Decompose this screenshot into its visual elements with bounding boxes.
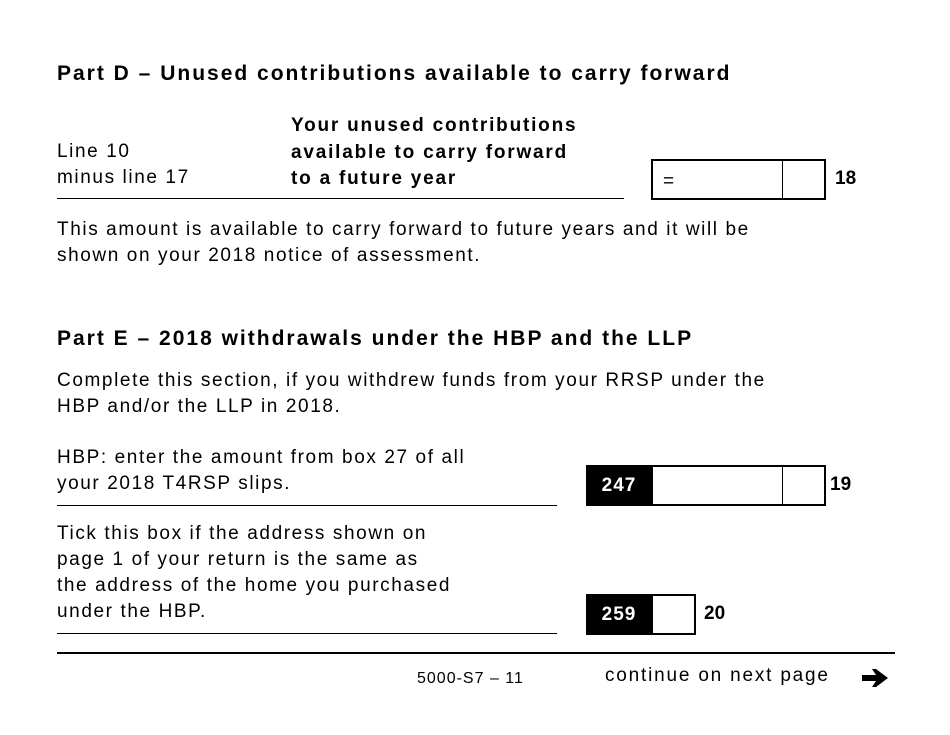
part-d-line-label [57, 139, 190, 191]
tick-label [57, 521, 451, 625]
line-20-number: 20 [704, 603, 726, 624]
footer-rule [57, 652, 895, 654]
part-e-intro-1: Complete this section, if you withdrew funds from your RRSP under the [57, 370, 766, 391]
line-19-amount-field[interactable] [651, 465, 826, 506]
equals-sign: = [663, 171, 675, 192]
line-20-checkbox[interactable] [651, 594, 696, 635]
tick-underline [57, 633, 557, 634]
line-18-amount-field[interactable] [651, 159, 826, 200]
box-code-259: 259 [586, 594, 652, 635]
continue-on-next-page: continue on next page [605, 665, 830, 686]
hbp-label [57, 445, 465, 497]
box-code-247: 247 [586, 465, 652, 506]
hbp-label-2: your 2018 T4RSP slips. [57, 473, 292, 494]
part-d-line-label-1: Line 10 [57, 141, 131, 162]
tick-label-1: Tick this box if the address shown on [57, 523, 428, 544]
part-e-intro [57, 368, 766, 420]
part-d-line-label-2: minus line 17 [57, 167, 190, 188]
part-d-underline [57, 198, 624, 199]
arrow-right-icon [861, 666, 889, 690]
part-d-result-label-3: to a future year [291, 168, 458, 189]
part-d-result-label-1: Your unused contributions [291, 115, 578, 136]
part-d-result-label [291, 113, 577, 193]
line-18-cents-divider [782, 161, 783, 198]
part-d-note [57, 217, 750, 269]
part-d-result-label-2: available to carry forward [291, 141, 569, 163]
line-19-cents-divider [782, 467, 783, 504]
part-e-heading: Part E – 2018 withdrawals under the HBP and the LLP [57, 327, 694, 350]
hbp-label-1: HBP: enter the amount from box 27 of all [57, 447, 466, 468]
part-e-intro-2: HBP and/or the LLP in 2018. [57, 396, 342, 417]
line-18-number: 18 [835, 168, 857, 189]
part-d-note-1: This amount is available to carry forward to future years and it will be [57, 219, 750, 240]
form-code: 5000-S7 – 11 [417, 670, 524, 687]
part-d-note-2: shown on your 2018 notice of assessment. [57, 245, 482, 266]
hbp-underline [57, 505, 557, 506]
part-d-heading: Part D – Unused contributions available to carry forward [57, 62, 732, 85]
tick-label-3: the address of the home you purchased [57, 575, 452, 596]
tick-label-4: under the HBP. [57, 601, 207, 622]
line-19-number: 19 [830, 474, 852, 495]
tick-label-2: page 1 of your return is the same as [57, 549, 419, 570]
